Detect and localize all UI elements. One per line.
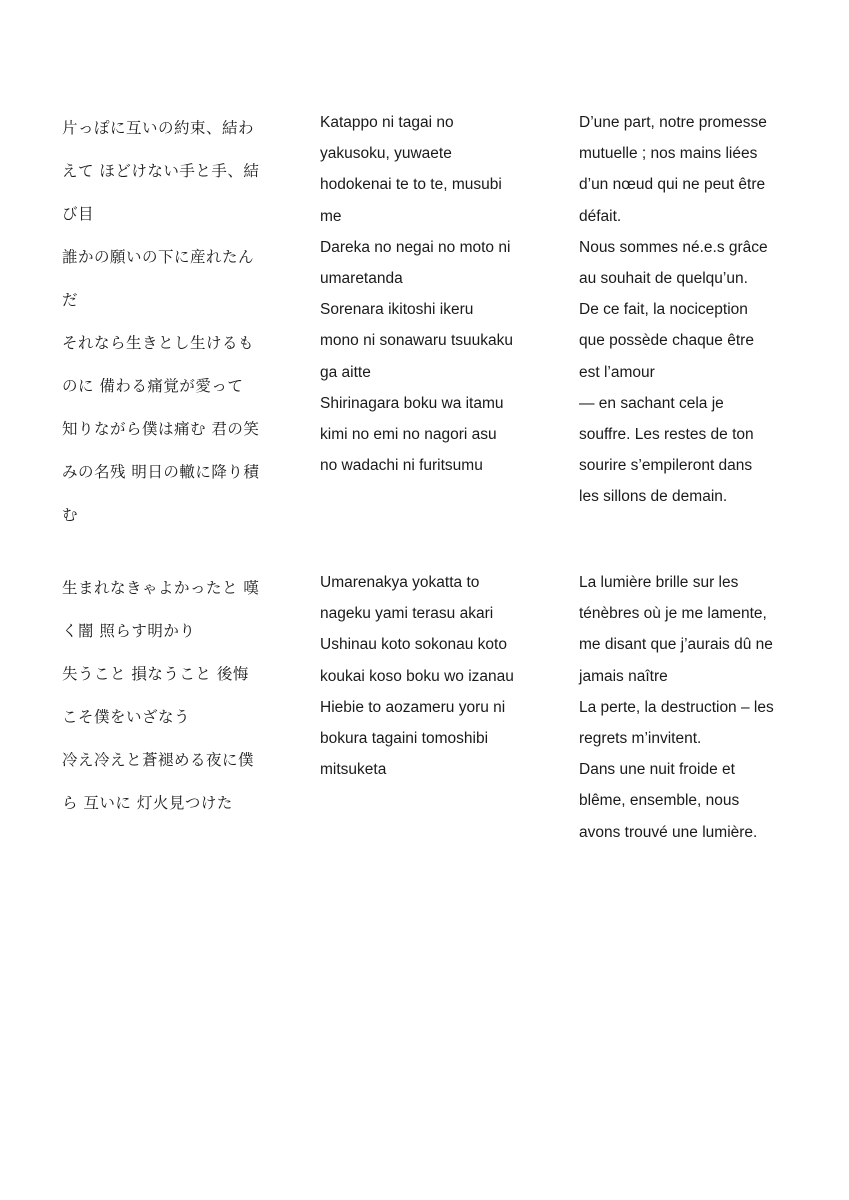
romaji-line: kimi no emi no nagori asu (320, 426, 497, 444)
romaji-line: Ushinau koto sokonau koto (320, 636, 507, 654)
japanese-column (62, 567, 282, 825)
romaji-line: Umarenakya yokatta to (320, 574, 480, 591)
japanese-line: だ (62, 291, 79, 309)
romaji-line: no wadachi ni furitsumu (320, 457, 483, 475)
french-line: ténèbres où je me lamente, (579, 605, 767, 623)
japanese-line: こそ僕をいざなう (62, 708, 191, 726)
french-line: mutuelle ; nos mains liées (579, 145, 758, 163)
french-line: au souhait de quelqu’un. (579, 270, 748, 288)
french-column (579, 107, 799, 513)
french-line: La perte, la destruction – les (579, 698, 774, 716)
french-line: que possède chaque être (579, 332, 754, 350)
romaji-line: Shirinagara boku wa itamu (320, 394, 504, 412)
french-line: Nous sommes né.e.s grâce (579, 238, 768, 256)
romaji-line: mono ni sonawaru tsuukaku (320, 332, 514, 350)
japanese-line: 知りながら僕は痛む 君の笑 (62, 420, 260, 438)
romaji-line: ga aitte (320, 363, 371, 381)
french-line: regrets m’invitent. (579, 730, 702, 748)
french-line: est l’amour (579, 363, 655, 381)
french-line: défait. (579, 207, 622, 225)
french-column (579, 567, 799, 848)
japanese-line: 生まれなきゃよかったと 嘆 (62, 579, 260, 597)
romaji-line: Sorenara ikitoshi ikeru (320, 301, 474, 319)
romaji-line: yakusoku, yuwaete (320, 145, 452, 163)
french-line: avons trouvé une lumière. (579, 823, 758, 841)
japanese-line: のに 備わる痛覚が愛って (62, 377, 244, 395)
romaji-line: hodokenai te to te, musubi (320, 176, 502, 194)
japanese-line: び目 (62, 205, 95, 223)
french-line: sourire s’empileront dans (579, 457, 753, 475)
romaji-line: bokura tagaini tomoshibi (320, 730, 489, 748)
japanese-line: えて ほどけない手と手、結 (62, 162, 260, 180)
romaji-column (320, 107, 540, 481)
romaji-line: nageku yami terasu akari (320, 605, 494, 623)
french-line: De ce fait, la nociception (579, 301, 748, 319)
japanese-line: 失うこと 損なうこと 後悔 (62, 665, 249, 683)
french-line: La lumière brille sur les (579, 574, 739, 591)
french-line: me disant que j’aurais dû ne (579, 636, 773, 654)
japanese-line: 誰かの願いの下に産れたん (62, 248, 255, 266)
japanese-column (62, 107, 282, 537)
french-line: D’une part, notre promesse (579, 114, 767, 131)
french-line: blême, ensemble, nous (579, 792, 740, 810)
french-line: les sillons de demain. (579, 488, 728, 506)
romaji-line: Dareka no negai no moto ni (320, 238, 511, 256)
romaji-line: umaretanda (320, 270, 403, 288)
french-line: Dans une nuit froide et (579, 761, 735, 779)
french-line: — en sachant cela je (579, 394, 724, 412)
romaji-line: mitsuketa (320, 761, 387, 779)
japanese-line: く闇 照らす明かり (62, 622, 196, 640)
japanese-line: む (62, 506, 79, 524)
romaji-line: Katappo ni tagai no (320, 114, 454, 131)
japanese-line: みの名残 明日の轍に降り積 (62, 463, 260, 481)
french-line: souffre. Les restes de ton (579, 426, 754, 444)
japanese-line: 片っぽに互いの約束、結わ (62, 119, 255, 137)
romaji-line: me (320, 207, 342, 225)
romaji-line: koukai koso boku wo izanau (320, 667, 514, 685)
french-line: d’un nœud qui ne peut être (579, 176, 766, 194)
french-line: jamais naître (579, 667, 668, 685)
romaji-line: Hiebie to aozameru yoru ni (320, 698, 506, 716)
romaji-column (320, 567, 540, 785)
japanese-line: 冷え冷えと蒼褪める夜に僕 (62, 751, 255, 769)
japanese-line: それなら生きとし生けるも (62, 334, 255, 352)
japanese-line: ら 互いに 灯火見つけた (62, 794, 233, 812)
